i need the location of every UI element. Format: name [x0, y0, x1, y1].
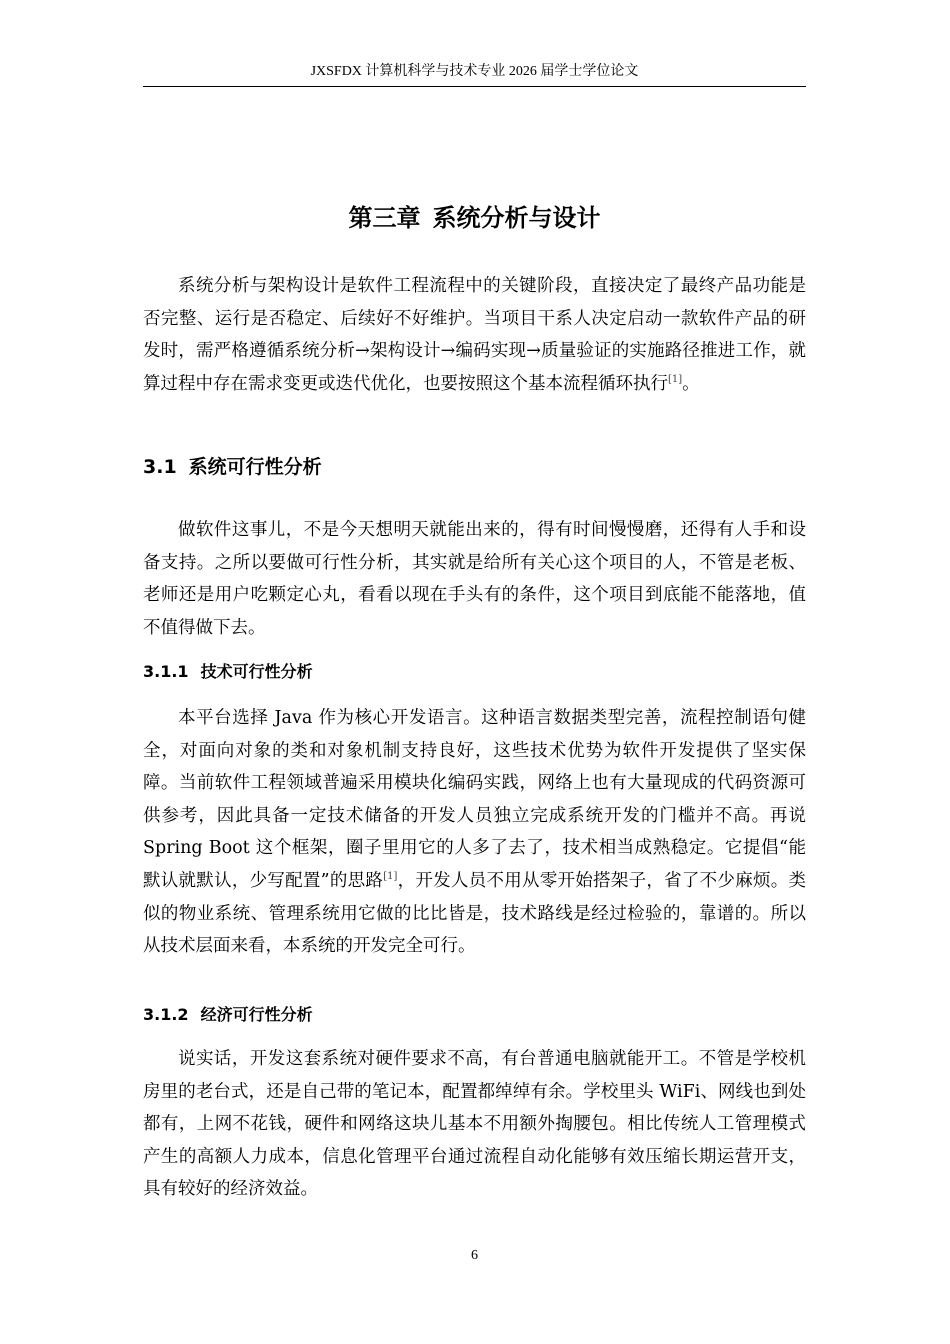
chapter-name: 系统分析与设计: [432, 204, 601, 232]
citation-link[interactable]: [1]: [668, 373, 683, 385]
subsection-title: 技术可行性分析: [200, 662, 313, 681]
chapter-title: [143, 200, 806, 236]
chapter-number: 第三章: [348, 204, 421, 232]
header-rule: [143, 86, 806, 87]
intro-paragraph: [143, 270, 806, 400]
intro-tail: 。: [682, 373, 700, 394]
section-heading-3-1: [143, 452, 322, 482]
subsection-number: 3.1.1: [143, 662, 189, 681]
intro-text: 系统分析与架构设计是软件工程流程中的关键阶段，直接决定了最终产品功能是否完整、运行是否稳定、后续好不好维护。当项目干系人决定启动一款软件产品的研发时，需严格遵循系统分析→架构设计→编码实现→质量验证的实施路径推进工作，就算过程中存在需求变更或迭代优化，也要按照这个基本流程循环执行: [143, 276, 806, 394]
section-title: 系统可行性分析: [188, 456, 322, 478]
paragraph-text-b: ，开发人员不用从零开始搭架子，省了不少麻烦。类似的物业系统、管理系统用它做的比比皆是，技术路线是经过检验的，靠谱的。所以从技术层面来看，本系统的开发完全可行。: [143, 870, 806, 957]
section-number: 3.1: [143, 456, 177, 478]
section-heading-3-1-2: [143, 1002, 313, 1028]
subsection-title: 经济可行性分析: [200, 1005, 313, 1024]
subsection-number: 3.1.2: [143, 1005, 189, 1024]
page-number: 6: [471, 1248, 478, 1263]
citation-link[interactable]: [1]: [383, 871, 398, 883]
section-3-1-1-paragraph: [143, 702, 806, 963]
running-header: JXSFDX 计算机科学与技术专业 2026 届学士学位论文: [310, 64, 639, 79]
section-heading-3-1-1: [143, 659, 313, 685]
paragraph-text-a: 本平台选择 Java 作为核心开发语言。这种语言数据类型完善，流程控制语句健全，对面向对象的类和对象机制支持良好，这些技术优势为软件开发提供了坚实保障。当前软件工程领域普遍采用模块化编码实践，网络上也有大量现成的代码资源可供参考，因此具备一定技术储备的开发人员独立完成系统开发的门槛并不高。再说 Spring Boot 这个框架，圈子里用它的人多了去了，技术相当成熟稳定。它提倡“能默认就默认，少写配置”的思路: [143, 708, 806, 891]
section-3-1-paragraph: 做软件这事儿，不是今天想明天就能出来的，得有时间慢慢磨，还得有人手和设备支持。之所以要做可行性分析，其实就是给所有关心这个项目的人，不管是老板、老师还是用户吃颗定心丸，看看以现在手头有的条件，这个项目到底能不能落地，值不值得做下去。: [143, 520, 806, 638]
section-3-1-2-paragraph: 说实话，开发这套系统对硬件要求不高，有台普通电脑就能开工。不管是学校机房里的老台式，还是自己带的笔记本，配置都绰绰有余。学校里头 WiFi、网线也到处都有，上网不花钱，硬件和网络这块儿基本不用额外掏腰包。相比传统人工管理模式产生的高额人力成本，信息化管理平台通过流程自动化能够有效压缩长期运营开支，具有较好的经济效益。: [143, 1049, 806, 1200]
